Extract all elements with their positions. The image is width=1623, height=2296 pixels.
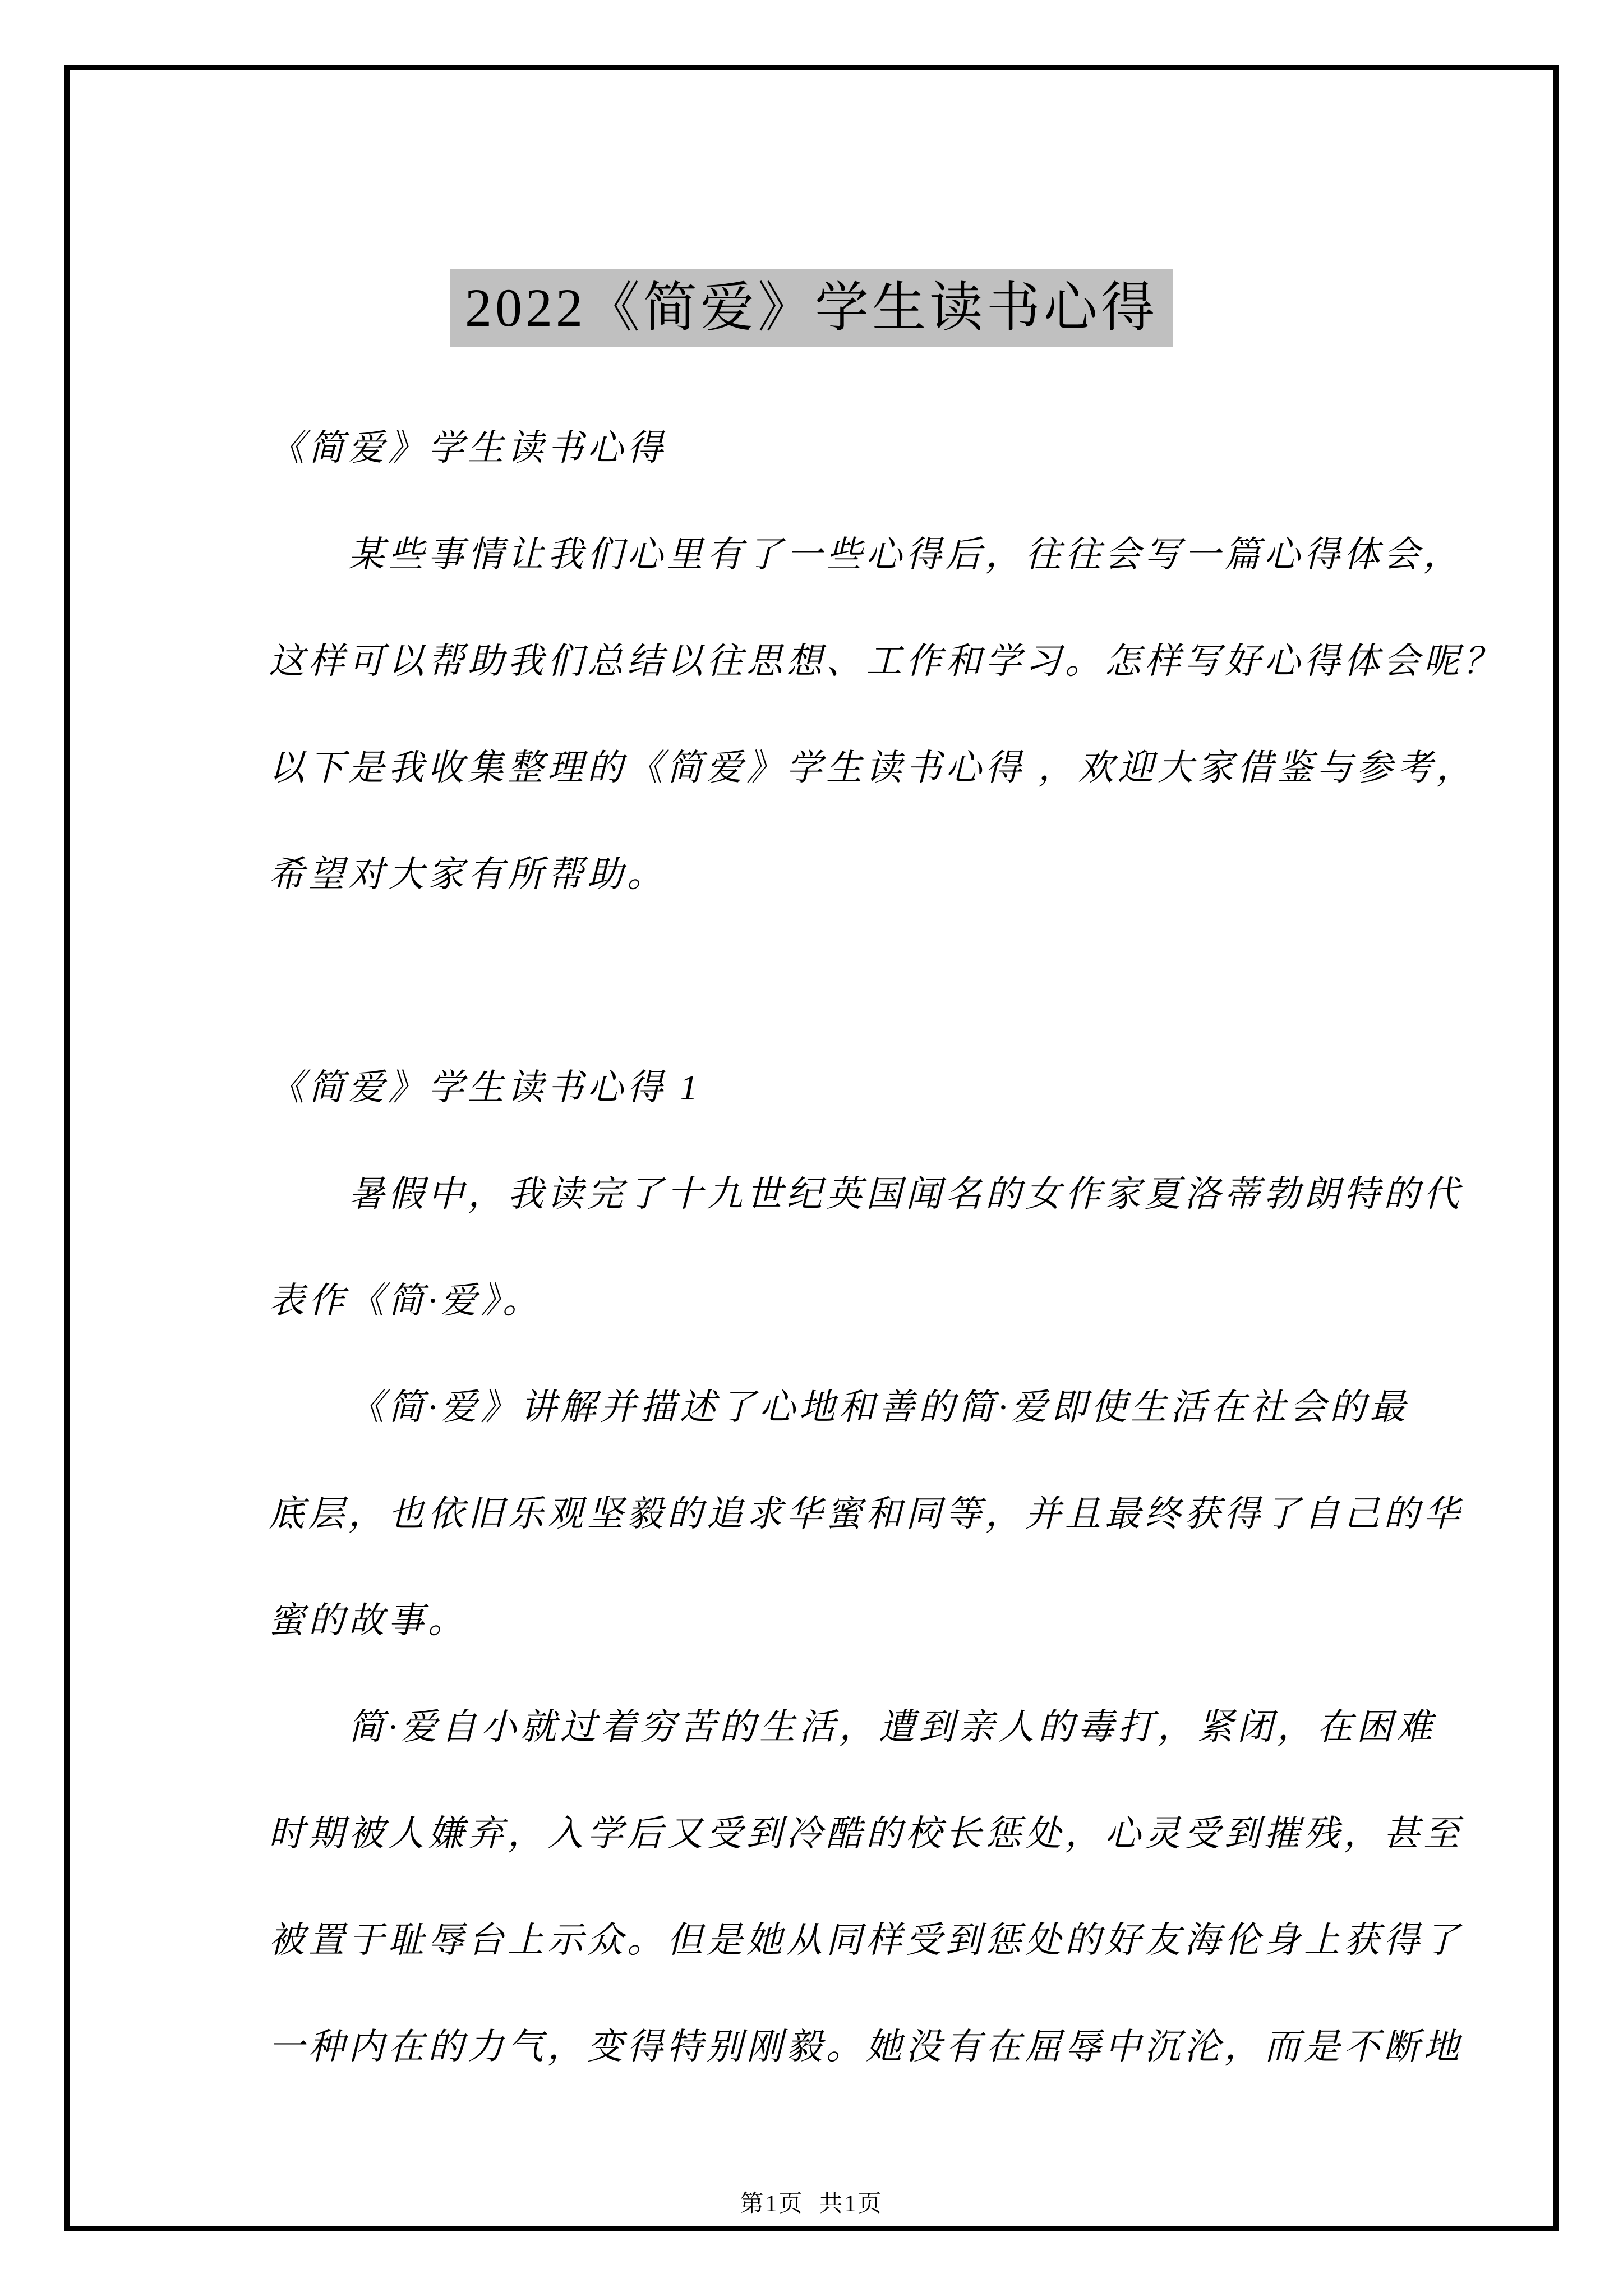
body-line: 这样可以帮助我们总结以往思想、工作和学习。怎样写好心得体会呢？	[269, 641, 1503, 681]
body-line: 底层，也依旧乐观坚毅的追求华蜜和同等，并且最终获得了自己的华	[269, 1494, 1463, 1534]
body-line: 暑假中，我读完了十九世纪英国闻名的女作家夏洛蒂勃朗特的代	[348, 1174, 1463, 1214]
body-line: 时期被人嫌弃，入学后又受到冷酷的校长惩处，心灵受到摧残，甚至	[269, 1814, 1463, 1853]
page-border-frame	[64, 65, 1559, 2231]
document-title: 2022《简爱》学生读书心得	[450, 269, 1173, 347]
body-line: 《简·爱》讲解并描述了心地和善的简·爱即使生活在社会的最	[348, 1387, 1409, 1427]
body-line: 《简爱》学生读书心得	[269, 428, 667, 468]
body-line: 希望对大家有所帮助。	[269, 854, 667, 894]
body-line: 表作《简·爱》。	[269, 1281, 542, 1320]
body-line: 被置于耻辱台上示众。但是她从同样受到惩处的好友海伦身上获得了	[269, 1920, 1463, 1960]
body-line: 《简爱》学生读书心得 1	[269, 1068, 702, 1107]
body-line: 蜜的故事。	[269, 1600, 468, 1640]
page-footer	[70, 2187, 1553, 2221]
title-row	[70, 269, 1553, 347]
body-line	[269, 928, 1570, 1034]
footer-page-indicator: 第1页 共1页	[740, 2191, 883, 2217]
document-body	[269, 395, 1570, 2100]
body-line: 以下是我收集整理的《简爱》学生读书心得 ，欢迎大家借鉴与参考，	[269, 748, 1476, 788]
body-line: 简·爱自小就过着穷苦的生活，遭到亲人的毒打，紧闭，在困难	[348, 1707, 1436, 1747]
body-line: 某些事情让我们心里有了一些心得后，往往会写一篇心得体会，	[348, 535, 1463, 574]
body-line: 一种内在的力气，变得特别刚毅。她没有在屈辱中沉沦，而是不断地	[269, 2027, 1463, 2067]
